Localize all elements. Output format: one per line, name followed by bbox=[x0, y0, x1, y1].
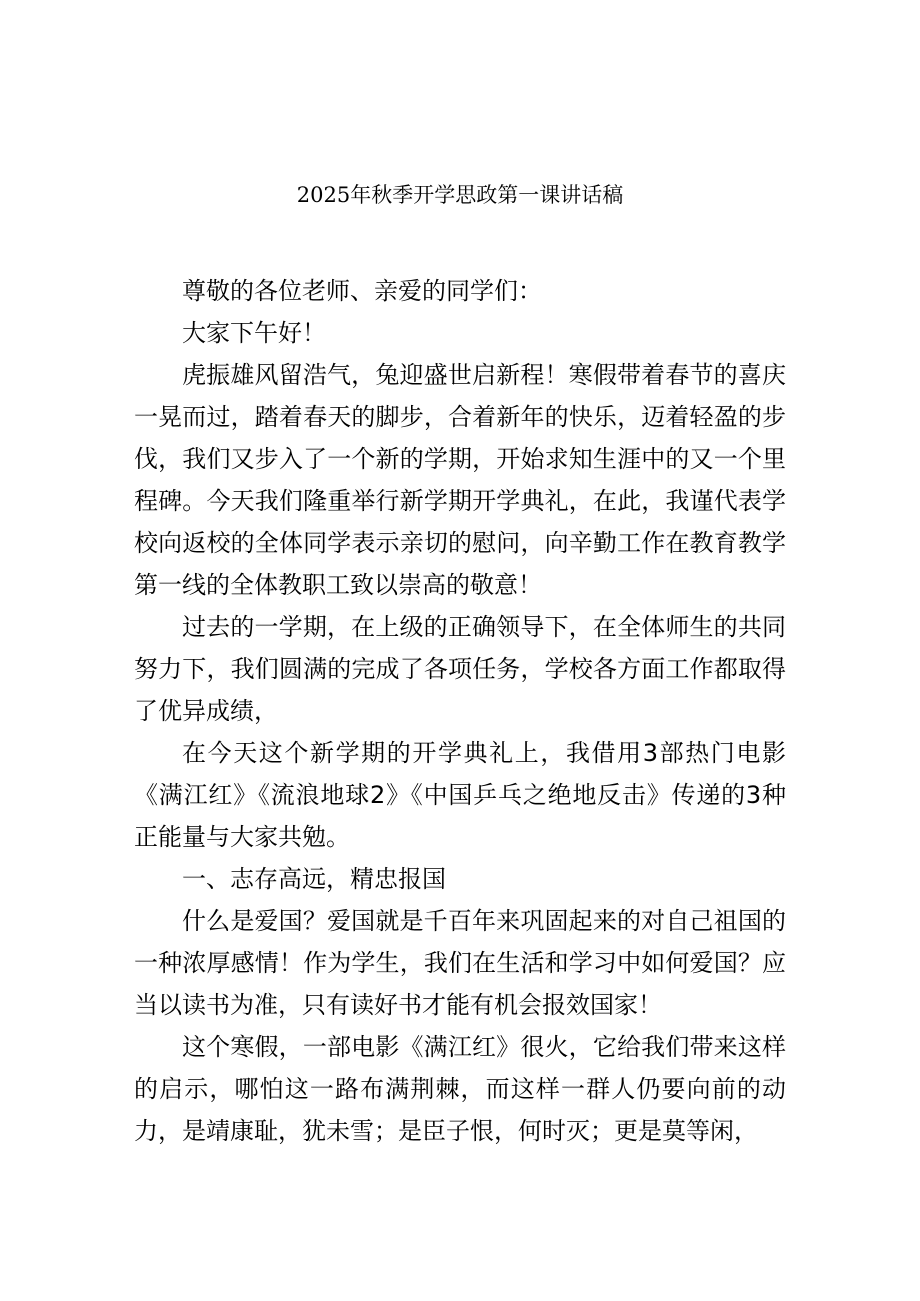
document-body bbox=[134, 270, 786, 1152]
body-paragraph: 这个寒假，一部电影《满江红》很火，它给我们带来这样的启示，哪怕这一路布满荆棘，而这样一群人仍要向前的动力，是靖康耻，犹未雪；是臣子恨，何时灭；更是莫等闲， bbox=[134, 1033, 786, 1145]
document-title: 2025年秋季开学思政第一课讲话稿 bbox=[296, 183, 624, 207]
body-paragraph: 什么是爱国？爱国就是千百年来巩固起来的对自己祖国的一种浓厚感情！作为学生，我们在生活和学习中如何爱国？应当以读书为准，只有读好书才能有机会报效国家！ bbox=[134, 907, 786, 1019]
body-paragraph: 过去的一学期，在上级的正确领导下，在全体师生的共同努力下，我们圆满的完成了各项任务，学校各方面工作都取得了优异成绩， bbox=[134, 613, 786, 725]
body-paragraph: 在今天这个新学期的开学典礼上，我借用3部热门电影《满江红》《流浪地球2》《中国乒乓之绝地反击》传递的3种正能量与大家共勉。 bbox=[134, 739, 786, 851]
greeting: 大家下午好！ bbox=[182, 319, 326, 347]
body-paragraph: 虎振雄风留浩气，兔迎盛世启新程！寒假带着春节的喜庆一晃而过，踏着春天的脚步，合着新年的快乐，迈着轻盈的步伐，我们又步入了一个新的学期，开始求知生涯中的又一个里程碑。今天我们隆重举行新学期开学典礼，在此，我谨代表学校向返校的全体同学表示亲切的慰问，向辛勤工作在教育教学第一线的全体教职工致以崇高的敬意！ bbox=[134, 361, 786, 599]
section-heading: 一、志存高远，精忠报国 bbox=[182, 865, 446, 893]
salutation: 尊敬的各位老师、亲爱的同学们： bbox=[182, 277, 542, 305]
